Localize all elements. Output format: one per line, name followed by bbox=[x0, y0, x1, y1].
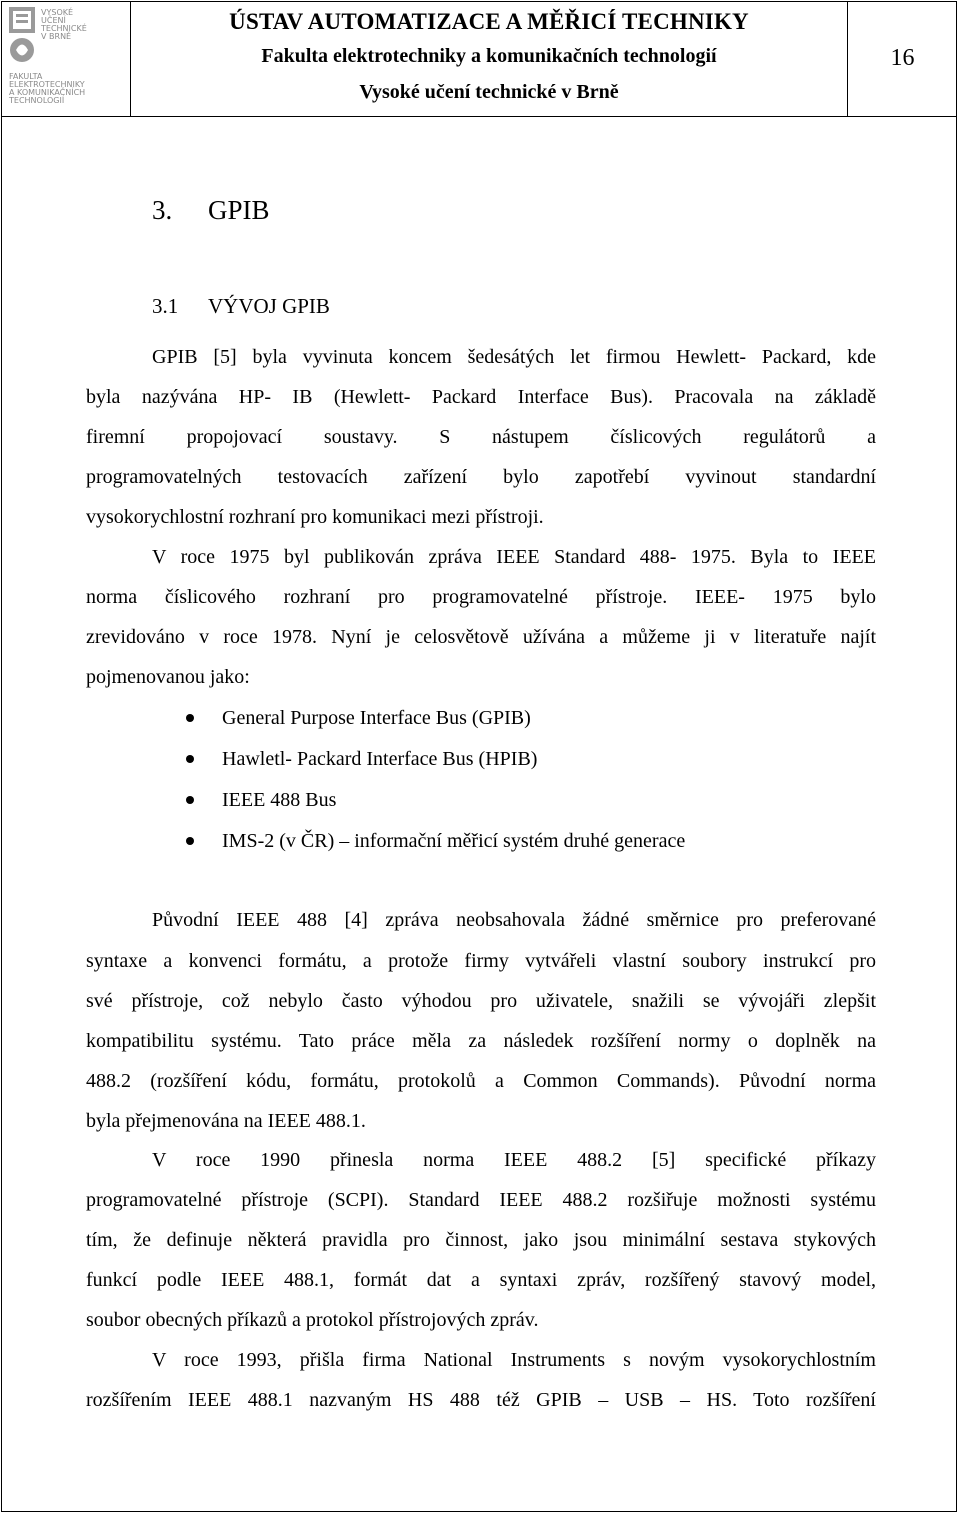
bullet-marker bbox=[186, 755, 194, 763]
svg-text:ELEKTROTECHNIKY: ELEKTROTECHNIKY bbox=[9, 80, 85, 89]
chapter-number: 3. bbox=[152, 195, 173, 225]
paragraph-line: tím, že definuje některá pravidla pro činnost, jako jsou minimální sestava stykových bbox=[86, 1229, 876, 1251]
section-title: VÝVOJ GPIB bbox=[208, 294, 330, 318]
paragraph-line: V roce 1975 byl publikován zpráva IEEE Standard 488- 1975. Byla to IEEE bbox=[152, 546, 876, 568]
svg-text:A KOMUNIKAČNÍCH: A KOMUNIKAČNÍCH bbox=[9, 88, 86, 97]
paragraph-line: pojmenovanou jako: bbox=[86, 666, 250, 688]
paragraph-line: V roce 1993, přišla firma National Instruments s novým vysokorychlostním bbox=[152, 1349, 876, 1371]
paragraph-line: GPIB [5] byla vyvinuta koncem šedesátých let firmou Hewlett- Packard, kde bbox=[152, 346, 876, 368]
paragraph-line: 488.2 (rozšíření kódu, formátu, protokolů a Common Commands). Původní norma bbox=[86, 1070, 876, 1092]
paragraph-line: funkcí podle IEEE 488.1, formát dat a syntaxi zpráv, rozšířený stavový model, bbox=[86, 1269, 876, 1291]
list-item: IMS-2 (v ČR) – informační měřicí systém druhé generace bbox=[222, 830, 686, 852]
paragraph-line: firemní propojovací soustavy. S nástupem číslicových regulátorů a bbox=[86, 426, 876, 448]
paragraph-line: kompatibilitu systému. Tato práce měla za následek rozšíření normy o doplněk na bbox=[86, 1030, 876, 1052]
paragraph-line: rozšířením IEEE 488.1 nazvaným HS 488 též GPIB – USB – HS. Toto rozšíření bbox=[86, 1389, 876, 1411]
paragraph-line: programovatelné přístroje (SCPI). Standard IEEE 488.2 rozšiřuje možnosti systému bbox=[86, 1189, 876, 1211]
faculty-name: Fakulta elektrotechniky a komunikačních technologií bbox=[261, 45, 717, 67]
page-header bbox=[1, 1, 957, 117]
bullet-marker bbox=[186, 837, 194, 845]
university-logo bbox=[1, 1, 131, 116]
svg-text:TECHNICKÉ: TECHNICKÉ bbox=[41, 24, 87, 33]
section-heading bbox=[152, 294, 330, 319]
paragraph-line: soubor obecných příkazů a protokol přístrojových zpráv. bbox=[86, 1309, 539, 1331]
university-name: Vysoké učení technické v Brně bbox=[359, 81, 619, 103]
paragraph-line: byla nazývána HP- IB (Hewlett- Packard Interface Bus). Pracovala na základě bbox=[86, 386, 876, 408]
svg-text:UČENÍ: UČENÍ bbox=[41, 16, 66, 25]
paragraph-line: V roce 1990 přinesla norma IEEE 488.2 [5] specifické příkazy bbox=[152, 1149, 876, 1171]
chapter-title: GPIB bbox=[208, 195, 270, 225]
bullet-marker bbox=[186, 714, 194, 722]
list-item: General Purpose Interface Bus (GPIB) bbox=[222, 707, 531, 729]
chapter-heading bbox=[152, 195, 270, 226]
institute-name: ÚSTAV AUTOMATIZACE A MĚŘICÍ TECHNIKY bbox=[229, 9, 749, 34]
page-number-cell bbox=[847, 1, 957, 116]
svg-text:FAKULTA: FAKULTA bbox=[9, 72, 43, 81]
paragraph-line: programovatelných testovacích zařízení bylo zapotřebí vyvinout standardní bbox=[86, 466, 876, 488]
page-number: 16 bbox=[890, 45, 915, 71]
paragraph-line: Původní IEEE 488 [4] zpráva neobsahovala žádné směrnice pro preferované bbox=[152, 909, 876, 931]
section-number: 3.1 bbox=[152, 294, 179, 318]
svg-text:V BRNĚ: V BRNĚ bbox=[41, 32, 72, 41]
bullet-marker bbox=[186, 796, 194, 804]
paragraph-line: byla přejmenována na IEEE 488.1. bbox=[86, 1110, 366, 1132]
paragraph-line: norma číslicového rozhraní pro programovatelné přístroje. IEEE- 1975 bylo bbox=[86, 586, 876, 608]
paragraph-line: své přístroje, což nebylo často výhodou pro uživatele, snažili se vývojáři zlepšit bbox=[86, 990, 876, 1012]
list-item: Hawletl- Packard Interface Bus (HPIB) bbox=[222, 748, 538, 770]
paragraph-line: vysokorychlostní rozhraní pro komunikaci mezi přístroji. bbox=[86, 506, 544, 528]
paragraph-line: zrevidováno v roce 1978. Nyní je celosvětově užívána a můžeme ji v literatuře najít bbox=[86, 626, 876, 648]
svg-text:VYSOKÉ: VYSOKÉ bbox=[41, 8, 74, 17]
list-item: IEEE 488 Bus bbox=[222, 789, 337, 811]
svg-text:TECHNOLOGIÍ: TECHNOLOGIÍ bbox=[9, 96, 65, 105]
header-title-block bbox=[131, 1, 847, 116]
paragraph-line: syntaxe a konvenci formátu, a protože firmy vytvářeli vlastní soubory instrukcí pro bbox=[86, 950, 876, 972]
